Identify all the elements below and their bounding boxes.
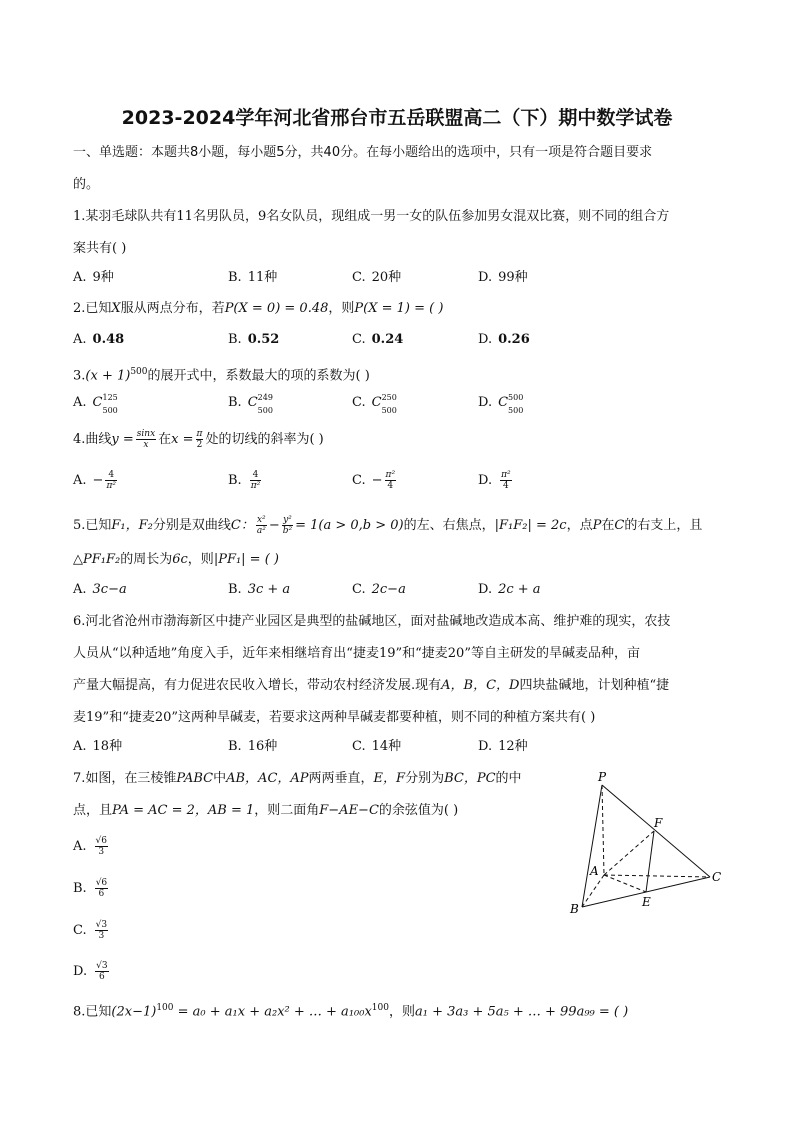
q2-options [73, 330, 733, 350]
q7-option-a[interactable]: A. $\frac{√6}{3}$ [73, 836, 107, 857]
q2-option-c[interactable]: C. 0.24 [352, 332, 404, 347]
q5-option-a[interactable]: A. 3c−a [73, 582, 127, 597]
q1-stem-line2: 案共有( ) [73, 241, 127, 256]
label-c: C [712, 870, 722, 884]
q3-stem: $3.(x + 1)^{500}$的展开式中，系数最大的项的系数为( ) [73, 367, 370, 384]
q5-stem-line1: 5.已知F₁，F₂分别是双曲线C： $\frac{\text{x²}}{\text{a²}}$ − $\frac{\text{y²}}{\text{b²}}$ = 1(a > 0,b > 0)的左、右焦点，|F₁F₂| = 2c，点P在C的右支上，且 [73, 515, 703, 536]
segment-af-hidden [604, 831, 654, 875]
q4-stem: 4.曲线y = $\frac{\sin x}{x}$ 在x = $\frac{\pi}{2}$ 处的切线的斜率为( ) [73, 429, 324, 450]
q4-option-d[interactable]: D. $\frac{\text{π²}}{4}$ [478, 470, 511, 491]
q1-options [73, 268, 733, 288]
q2-option-a[interactable]: A. 0.48 [73, 332, 125, 347]
q6-stem-line4: 麦19”和“捷麦20”这两种旱碱麦，若要求这两种旱碱麦都要种植，则不同的种植方案共有( ) [73, 710, 596, 725]
q7-stem-line1: 7.如图，在三棱锥PABC中AB，AC，AP两两垂直，E，F分别为BC，PC的中 [73, 771, 522, 786]
q1-option-c[interactable]: C. 20种 [352, 270, 402, 285]
q1-option-a[interactable]: A. 9种 [73, 270, 114, 285]
q2-option-b[interactable]: B. 0.52 [228, 332, 280, 347]
q3-options [73, 393, 733, 413]
q6-stem-line2: 人员从“以种适地”角度入手，近年来相继培育出“捷麦19”和“捷麦20”等自主研发的旱碱麦品种，亩 [73, 646, 640, 661]
label-p: P [598, 770, 607, 784]
q6-option-a[interactable]: A. 18种 [73, 739, 123, 754]
q5-option-c[interactable]: C. 2c−a [352, 582, 406, 597]
q7-pyramid-figure [560, 765, 740, 925]
q7-stem-line2: 点，且PA = AC = 2，AB = 1，则二面角F−AE−C的余弦值为( ) [73, 803, 459, 818]
label-e: E [642, 895, 651, 909]
q5-stem-line2: △PF₁F₂的周长为6c，则|PF₁| = ( ) [73, 552, 279, 567]
q1-option-d[interactable]: D. 99种 [478, 270, 528, 285]
q5-option-b[interactable]: B. 3c + a [228, 582, 291, 597]
q2-stem: 2.已知X服从两点分布，若P(X = 0) = 0.48，则P(X = 1) = ( ) [73, 301, 444, 316]
q7-option-d[interactable]: D. $\frac{√3}{6}$ [73, 961, 108, 982]
section-header-line2: 的。 [73, 177, 100, 192]
q6-options [73, 737, 733, 757]
page-title: 2023-2024学年河北省邢台市五岳联盟高二（下）期中数学试卷 [121, 107, 673, 129]
q1-option-b[interactable]: B. 11种 [228, 270, 278, 285]
q6-stem-line1: 6.河北省沧州市渤海新区中捷产业园区是典型的盐碱地区，面对盐碱地改造成本高、维护难的现实，农技 [73, 614, 671, 629]
label-b: B [570, 902, 579, 916]
q4-option-c[interactable]: C. − $\frac{\text{π²}}{4}$ [352, 470, 396, 491]
label-f: F [654, 816, 663, 830]
q7-option-b[interactable]: B. $\frac{√6}{6}$ [73, 878, 108, 899]
q4-options [73, 470, 733, 490]
edge-pb [582, 785, 602, 907]
q1-stem-line1: 1.某羽毛球队共有11名男队员，9名女队员，现组成一男一女的队伍参加男女混双比赛，则不同的组合方 [73, 209, 670, 224]
q4-option-a[interactable]: A. − $\frac{4}{\text{π²}}$ [73, 470, 116, 491]
edge-ac-hidden [604, 875, 710, 877]
q6-option-b[interactable]: B. 16种 [228, 739, 278, 754]
q3-option-c[interactable]: C. C 250 500 [352, 393, 397, 415]
segment-fe [646, 831, 654, 892]
q5-option-d[interactable]: D. 2c + a [478, 582, 541, 597]
q4-option-b[interactable]: B. $\frac{4}{\text{π²}}$ [228, 470, 261, 491]
edge-pa-hidden [602, 785, 604, 875]
q6-option-c[interactable]: C. 14种 [352, 739, 402, 754]
q3-option-d[interactable]: D. C 500 500 [478, 393, 524, 415]
edge-pc [602, 785, 710, 877]
segment-ae-hidden [604, 875, 646, 892]
q7-option-c[interactable]: C. $\frac{√3}{3}$ [73, 920, 108, 941]
q6-stem-line3: 产量大幅提高，有力促进农民收入增长，带动农村经济发展.现有A，B，C，D四块盐碱地，计划种植“捷 [73, 678, 670, 693]
q3-option-a[interactable]: A. C 125 500 [73, 393, 118, 415]
q8-stem: 8.已知$(2x-1)^{100} = a_0 + a_1x + a_2x^2$ + … + $a_{100}x^{100}$，则a₁ + 3a₃ + 5a₅ + … + 99a₉₉ = ( ) [73, 1003, 629, 1020]
q3-option-b[interactable]: B. C 249 500 [228, 393, 273, 415]
q2-option-d[interactable]: D. 0.26 [478, 332, 530, 347]
q5-options [73, 580, 733, 600]
section-header-line1: 一、单选题：本题共8小题，每小题5分，共40分。在每小题给出的选项中，只有一项是符合题目要求 [73, 145, 653, 160]
label-a: A [590, 864, 599, 878]
q6-option-d[interactable]: D. 12种 [478, 739, 528, 754]
